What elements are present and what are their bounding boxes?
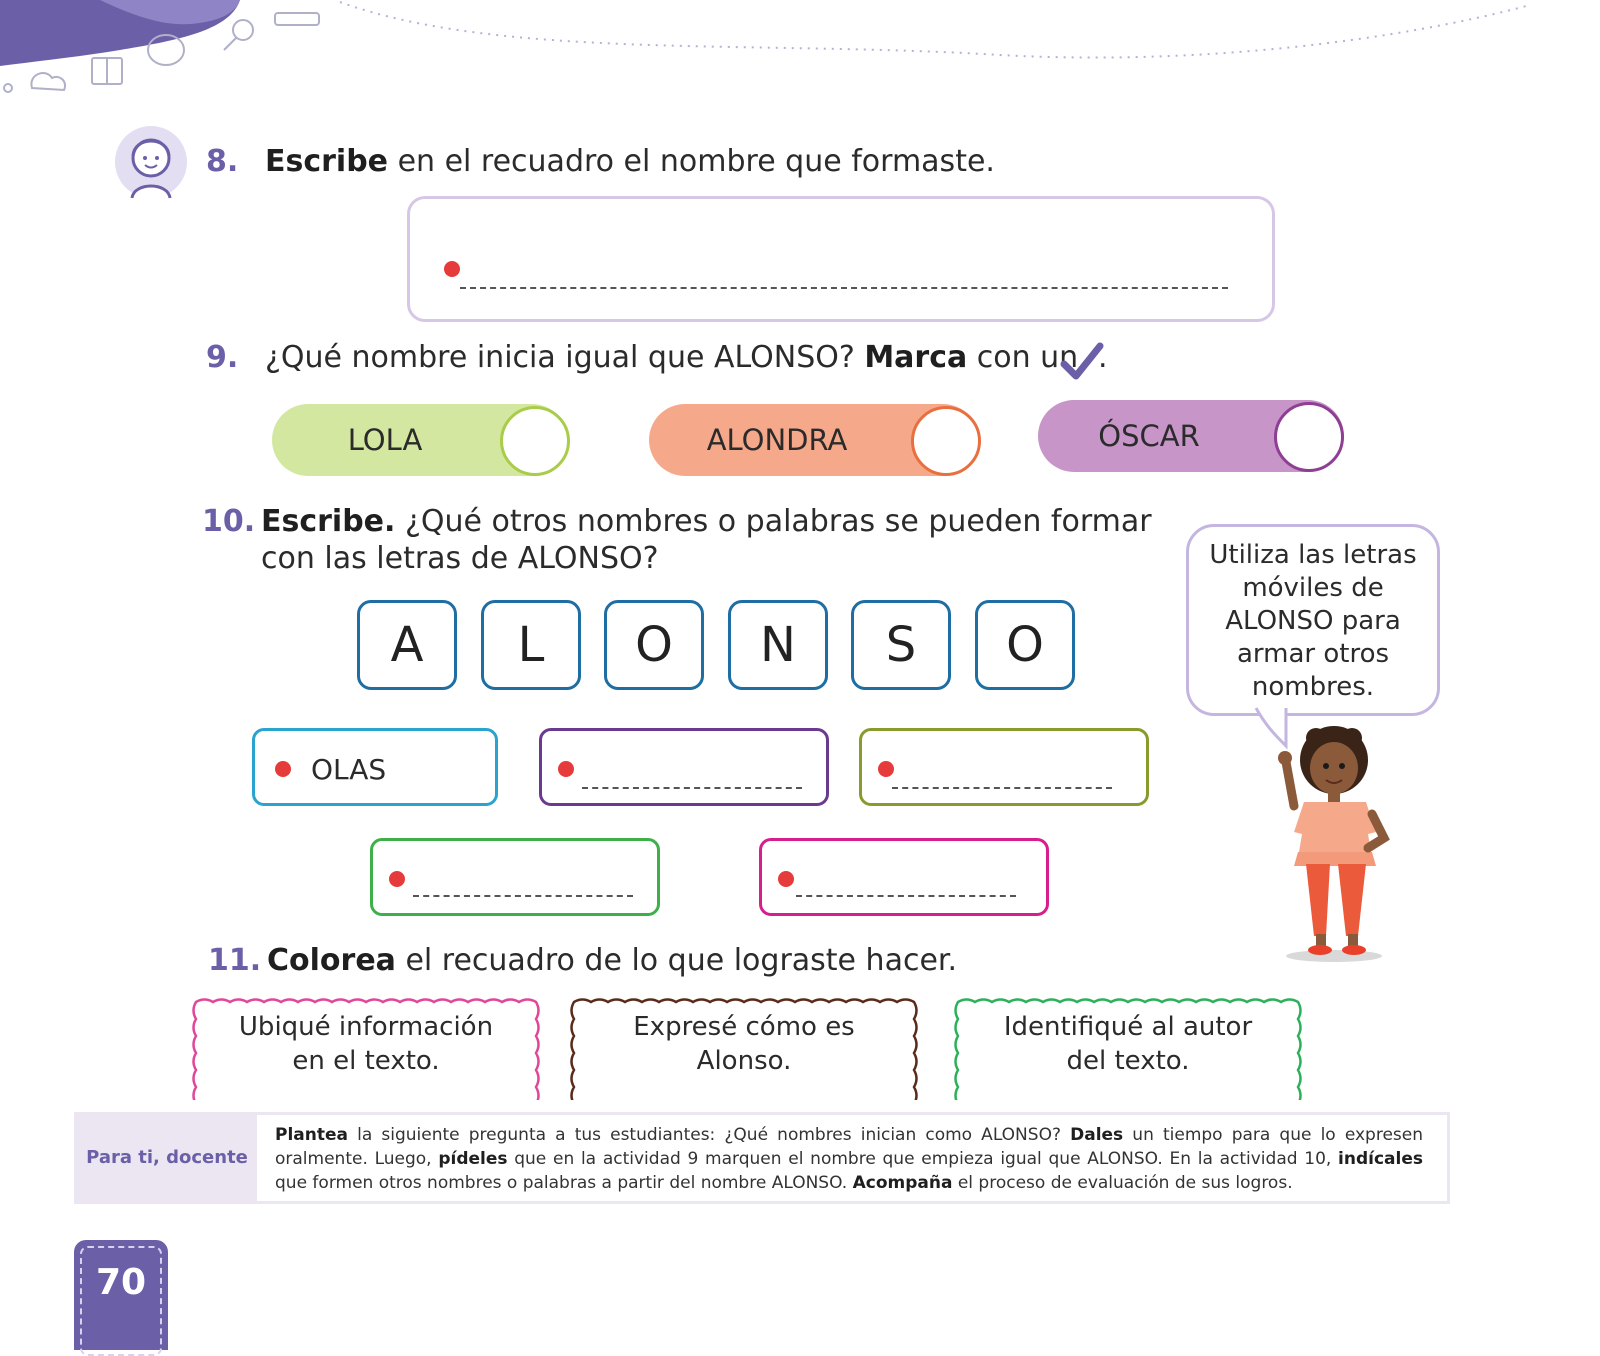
eval-box-3-line2: del texto. (1066, 1046, 1190, 1076)
question-10-number: 10. (202, 504, 256, 539)
eval-box-2-line1: Expresé cómo es (633, 1012, 855, 1042)
question-9-prompt: ¿Qué nombre inicia igual que ALONSO? (265, 340, 865, 375)
answer-line[interactable] (460, 287, 1228, 289)
teacher-note-text-3: que en la actividad 9 marquen el nombre que empieza igual que ALONSO. En la actividad 10, (507, 1149, 1339, 1169)
option-alondra-checkbox[interactable] (911, 406, 981, 476)
question-8-number: 8. (206, 144, 239, 179)
letter-tile-o-2[interactable]: O (975, 600, 1075, 690)
girl-illustration (1276, 722, 1396, 966)
eval-box-2-line2: Alonso. (696, 1046, 792, 1076)
option-alondra[interactable] (649, 404, 979, 476)
question-11-instruction: el recuadro de lo que lograste hacer. (395, 943, 958, 978)
eval-box-1-line2: en el texto. (292, 1046, 440, 1076)
question-10-text-line2: con las letras de ALONSO? (261, 541, 659, 576)
option-oscar[interactable] (1038, 400, 1344, 472)
teacher-note-bold-2: Dales (1070, 1125, 1124, 1145)
question-9-text (265, 340, 1078, 375)
bullet-dot (389, 871, 405, 887)
bullet-dot (878, 761, 894, 777)
speech-bubble (1186, 524, 1440, 716)
question-10-verb: Escribe. (261, 504, 396, 539)
eval-box-1-line1: Ubiqué información (238, 1012, 494, 1042)
question-9-period: . (1098, 340, 1108, 375)
option-lola[interactable] (272, 404, 568, 476)
teacher-note-text-5: el proceso de evaluación de sus logros. (952, 1173, 1293, 1193)
student-avatar-icon (114, 124, 188, 202)
teacher-note-text-1: la siguiente pregunta a tus estudiantes: ¿Qué nombres inician como ALONSO? (348, 1125, 1071, 1145)
teacher-note-text (275, 1123, 1423, 1195)
teacher-note-text-2: un tiempo para que lo expresen oralmente. Luego, (275, 1125, 1424, 1169)
header-decoration (0, 0, 1600, 120)
word-box-2[interactable] (539, 728, 829, 806)
question-9-verb: Marca (864, 340, 968, 375)
option-oscar-checkbox[interactable] (1274, 402, 1344, 472)
bullet-dot (444, 261, 460, 277)
question-11-verb: Colorea (267, 943, 396, 978)
teacher-note-label: Para ti, docente (77, 1115, 257, 1201)
answer-line[interactable] (582, 787, 802, 789)
word-box-5[interactable] (759, 838, 1049, 916)
answer-line[interactable] (413, 895, 633, 897)
letter-tile-l[interactable]: L (481, 600, 581, 690)
letter-tile-a[interactable]: A (357, 600, 457, 690)
letter-tile-n[interactable]: N (728, 600, 828, 690)
answer-line[interactable] (796, 895, 1016, 897)
word-box-3[interactable] (859, 728, 1149, 806)
word-box-example (252, 728, 498, 806)
teacher-note-bold-5: Acompaña (852, 1173, 953, 1193)
question-11-text (267, 943, 957, 978)
teacher-note (74, 1112, 1450, 1204)
letter-tile-o[interactable]: O (604, 600, 704, 690)
option-lola-checkbox[interactable] (500, 406, 570, 476)
bullet-dot (778, 871, 794, 887)
word-box-4[interactable] (370, 838, 660, 916)
eval-box-exprese[interactable] (574, 1010, 914, 1078)
example-word: OLAS (311, 753, 387, 786)
teacher-note-bold-1: Plantea (275, 1125, 348, 1145)
teacher-note-bold-3: pídeles (438, 1149, 508, 1169)
bullet-dot (558, 761, 574, 777)
question-8-verb: Escribe (265, 144, 389, 179)
letter-tile-s[interactable]: S (851, 600, 951, 690)
question-8-text (265, 144, 995, 179)
page-number: 70 (80, 1246, 162, 1356)
teacher-note-text-4: que formen otros nombres o palabras a partir del nombre ALONSO. (275, 1173, 853, 1193)
eval-box-identifique[interactable] (958, 1010, 1298, 1078)
option-alondra-label: ALONDRA (706, 423, 848, 457)
question-10-text-line1 (261, 504, 1152, 539)
speech-bubble-text: Utiliza las letras móviles de ALONSO para armar otros nombres. (1209, 540, 1417, 702)
option-oscar-label: ÓSCAR (1098, 419, 1200, 453)
teacher-note-bold-4: indícales (1338, 1149, 1423, 1169)
bullet-dot (275, 761, 291, 777)
question-8-instruction: en el recuadro el nombre que formaste. (388, 144, 995, 179)
option-lola-label: LOLA (347, 423, 423, 457)
question-11-number: 11. (208, 943, 262, 978)
answer-line[interactable] (892, 787, 1112, 789)
question-9-number: 9. (206, 340, 239, 375)
question-10-prompt: ¿Qué otros nombres o palabras se pueden formar (395, 504, 1152, 539)
eval-box-ubique[interactable] (196, 1010, 536, 1078)
question-9-instruction: con un (967, 340, 1079, 375)
page-number-tab (74, 1240, 168, 1350)
question-8-answer-box[interactable] (407, 196, 1275, 322)
eval-box-3-line1: Identifiqué al autor (1003, 1012, 1253, 1042)
